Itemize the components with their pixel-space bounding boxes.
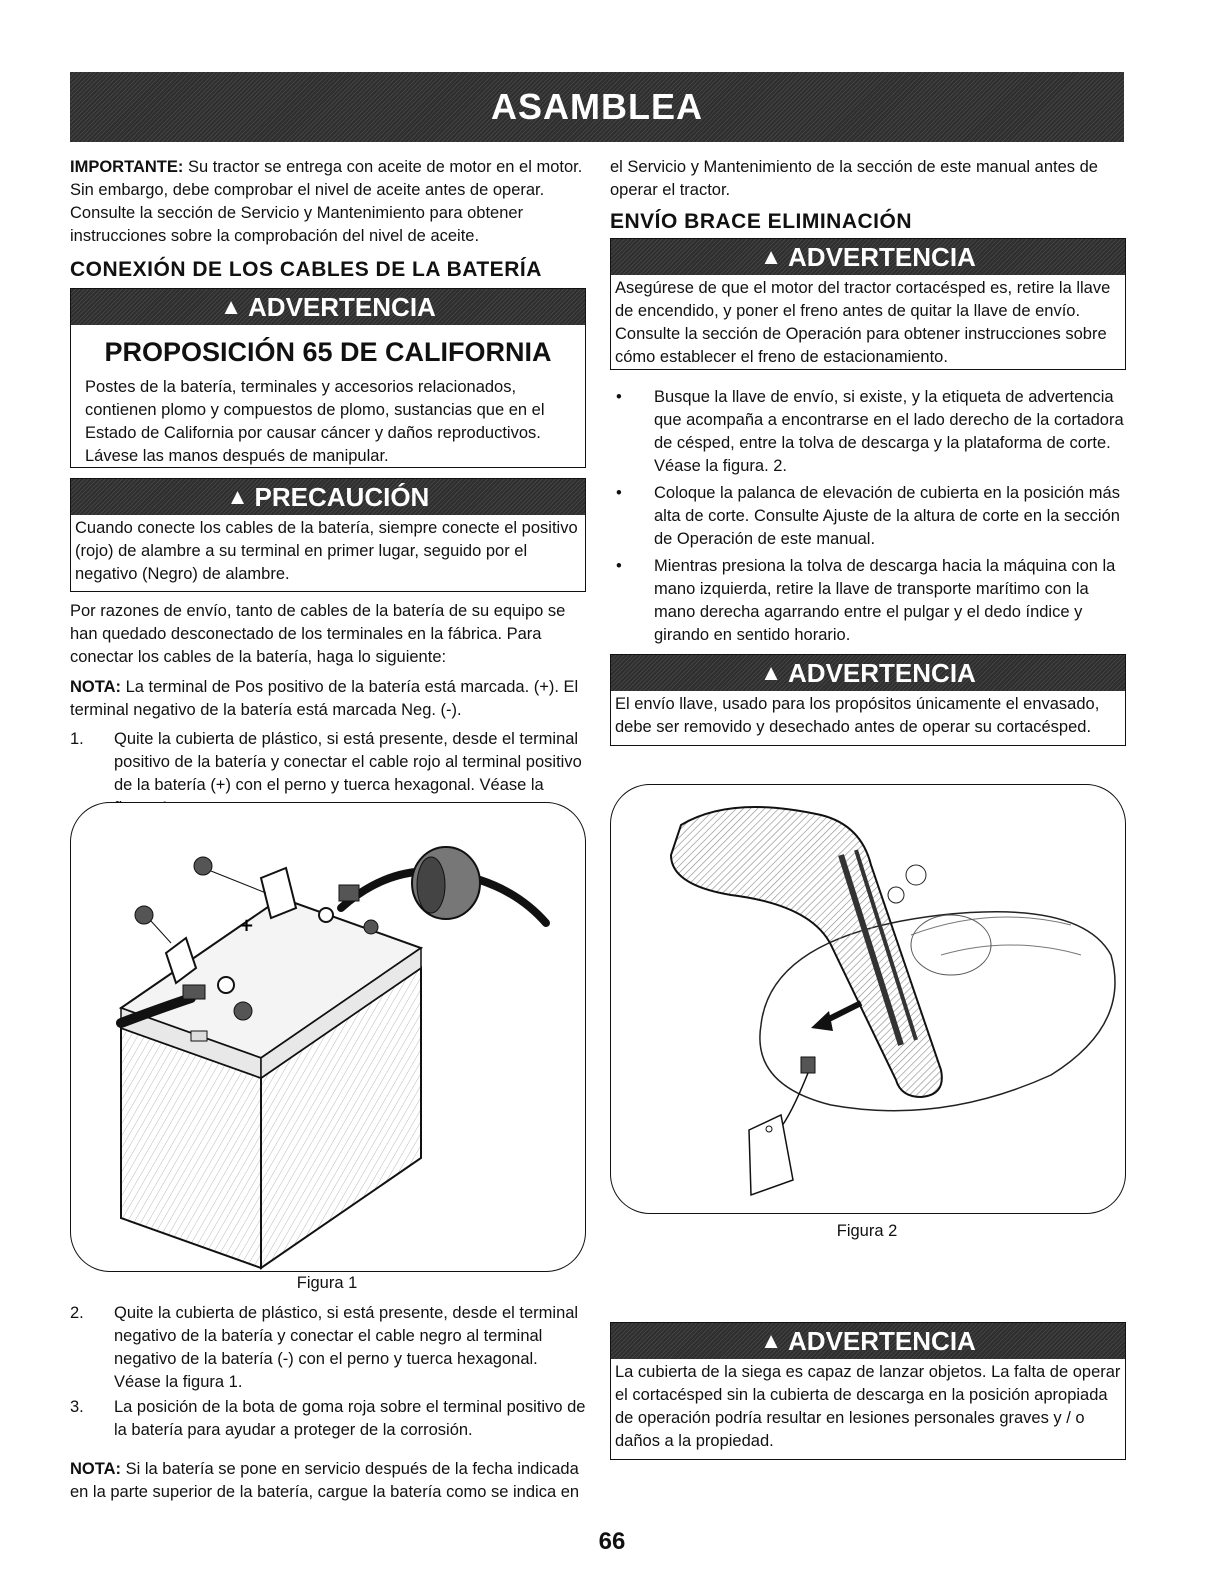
warning-triangle-icon-3: ▲ [760,660,783,685]
positive-sign: + [239,915,255,936]
warning-brake-bar [611,239,1125,275]
note-terminals-label: NOTA: [70,678,122,696]
page-header-title: ASAMBLEA [491,86,703,127]
step-3 [70,1396,588,1442]
bullet-item-2-text: Coloque la palanca de elevación de cubierta en la posición más alta de corte. Consulte Ajuste de la altura de corte en la sección de Operación de este manual. [654,484,1120,548]
shipping-paragraph: Por razones de envío, tanto de cables de la batería de su equipo se han quedado desconectado de los terminales en la fábrica. Para conectar los cables de la batería, haga lo siguiente: [70,602,566,666]
warning-discharge-box [610,1322,1126,1460]
warning-key-text: El envío llave, usado para los propósitos únicamente el envasado, debe ser removido y desechado antes de operar su cortacésped. [615,695,1100,736]
warning-triangle-icon-4: ▲ [760,1328,783,1353]
warning-brake-label: ADVERTENCIA [788,241,976,272]
prop65-text: Postes de la batería, terminales y accesorios relacionados, contienen plomo y compuestos de plomo, sustancias que en el Estado de California por causar cáncer y daños reproductivos. Lávese las manos después de manipular. [85,378,545,465]
warning-key-label: ADVERTENCIA [788,657,976,688]
prop65-subtitle: PROPOSICIÓN 65 DE CALIFORNIA [104,337,552,367]
section-title-brace: ENVÍO BRACE ELIMINACIÓN [610,210,913,233]
bullet-item-1-text: Busque la llave de envío, si existe, y la etiqueta de advertencia que acompaña a encontrarse en el lado derecho de la cortadora de césped, entre la tolva de descarga y la plataforma de corte. Véase la figura. 2. [654,388,1124,475]
section-title-battery: CONEXIÓN DE LOS CABLES DE LA BATERÍA [70,258,542,281]
page-header [70,72,1124,142]
caution-box [70,478,586,592]
figure-2-frame [610,784,1126,1214]
important-label: IMPORTANTE: [70,158,184,176]
warning-brake-box [610,238,1126,370]
figure-1-frame [70,802,586,1272]
mower-deck-illustration [611,785,1125,1213]
warning-discharge-label: ADVERTENCIA [788,1325,976,1356]
bullet-item-3: • Mientras presiona la tolva de descarga hacia la máquina con la mano izquierda, retire la llave de transporte marítimo con la mano derecha agarrando entre el pulgar y el dedo índice y girando en sentido horario. [616,557,1116,644]
note-battery-service [70,1458,588,1504]
warning-key-box [610,654,1126,746]
warning-prop65-box [70,288,586,468]
warning-prop65-label: ADVERTENCIA [248,291,436,322]
caution-text: Cuando conecte los cables de la batería, siempre conecte el positivo (rojo) de alambre a su terminal en primer lugar, seguido por el negativo (Negro) de alambre. [75,519,578,583]
steps-list-b [70,1302,588,1442]
step-2-number: 2. [70,1304,84,1322]
important-text: Su tractor se entrega con aceite de motor en el motor. Sin embargo, debe comprobar el nivel de aceite antes de operar. Consulte la sección de Servicio y Mantenimiento para obtener instrucciones sobre la comprobación del nivel de aceite. [70,158,583,245]
step-2 [70,1302,588,1394]
bullet-list [610,386,1124,647]
battery-illustration [71,803,585,1271]
warning-key-bar [611,655,1125,691]
note-terminals [70,676,588,722]
warning-discharge-text: La cubierta de la siega es capaz de lanzar objetos. La falta de operar el cortacésped sin la cubierta de descarga en la posición apropiada de operación podría resultar en lesiones personales graves y / o daños a la propiedad. [615,1363,1121,1450]
step-3-text: La posición de la bota de goma roja sobre el terminal positivo de la batería para ayudar a proteger de la corrosión. [114,1398,586,1439]
warning-triangle-icon: ▲ [220,294,243,319]
note-terminals-text: La terminal de Pos positivo de la batería está marcada. (+). El terminal negativo de la batería está marcada Neg. (-). [70,678,579,719]
figure-1-caption: Figura 1 [296,1274,358,1292]
step-2-text: Quite la cubierta de plástico, si está presente, desde el terminal negativo de la batería y conectar el cable negro al terminal negativo de la batería (-) con el perno y tuerca hexagonal. Véase la figura 1. [114,1304,579,1391]
caution-bar [71,479,585,515]
caution-label: PRECAUCIÓN [254,481,430,512]
warning-triangle-icon-2: ▲ [760,244,783,269]
caution-triangle-icon: ▲ [226,484,249,509]
step-1-text: Quite la cubierta de plástico, si está presente, desde el terminal positivo de la batería y conectar el cable rojo al terminal positivo de la batería (+) con el perno y tuerca hexagonal. Véase la [114,730,582,794]
note-service-text: Si la batería se pone en servicio después de la fecha indicada en la parte superior de la batería, cargue la batería como se indica en [70,1460,580,1501]
step-3-number: 3. [70,1398,84,1416]
step-1-number: 1. [70,730,84,748]
important-paragraph [70,156,590,248]
page-number: 66 [598,1528,626,1555]
warning-prop65-bar [71,289,585,325]
bullet-item-2: • Coloque la palanca de elevación de cubierta en la posición más alta de corte. Consulte Ajuste de la altura de corte en la sección de Operación de este manual. [616,484,1120,548]
bullet-item-1: • Busque la llave de envío, si existe, y la etiqueta de advertencia que acompaña a encontrarse en el lado derecho de la cortadora de césped, entre la tolva de descarga y la plataforma de corte. Véase la figura. 2. [616,388,1124,475]
continued-paragraph: el Servicio y Mantenimiento de la sección de este manual antes de operar el tractor. [610,158,1098,199]
warning-discharge-bar [611,1323,1125,1359]
bullet-item-3-text: Mientras presiona la tolva de descarga hacia la máquina con la mano izquierda, retire la llave de transporte marítimo con la mano derecha agarrando entre el pulgar y el dedo índice y girando en sentido horario. [654,557,1116,644]
figure-2-caption: Figura 2 [836,1222,898,1240]
warning-brake-text: Asegúrese de que el motor del tractor cortacésped es, retire la llave de encendido, y poner el freno antes de quitar la llave de envío. Consulte la sección de Operación para obtener instrucciones sobre cómo establecer el freno de estacionamiento. [615,279,1111,366]
note-service-label: NOTA: [70,1460,122,1478]
